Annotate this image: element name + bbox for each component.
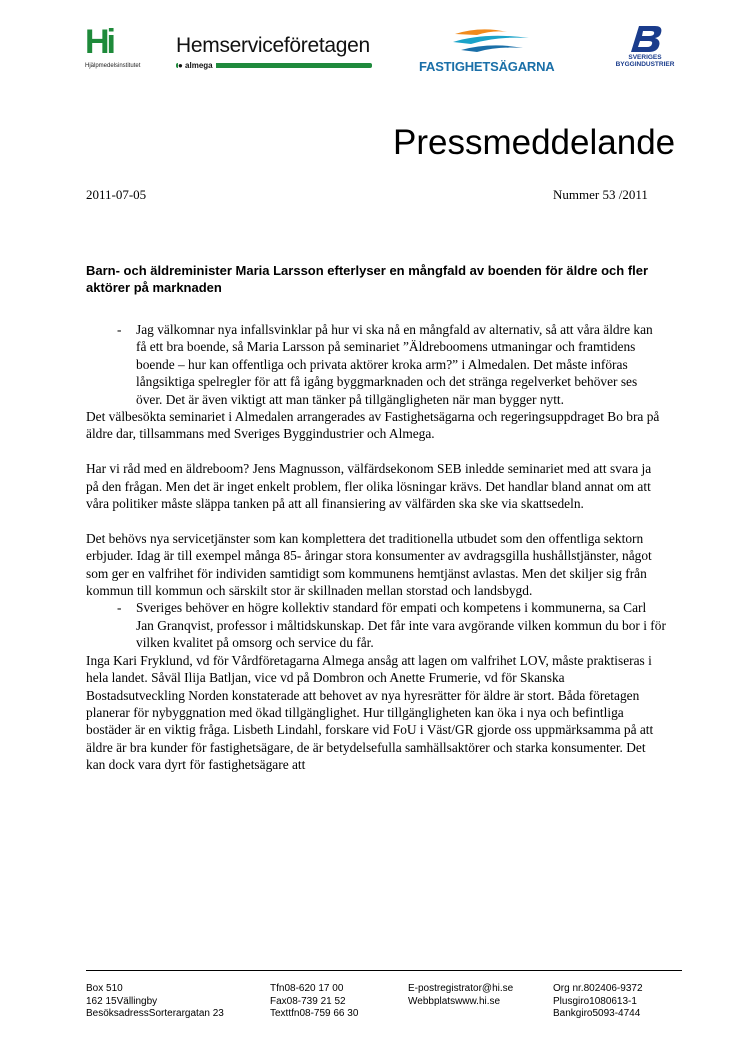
- footer-line: Org nr.802406-9372: [553, 983, 643, 994]
- footer-line: Webbplatswww.hi.se: [408, 995, 501, 1007]
- footer-line: 162 15Vällingby: [86, 995, 158, 1007]
- bullet-item: [86, 321, 666, 408]
- document-date: 2011-07-05: [86, 187, 147, 202]
- hi-logo-caption: Hjälpmedelsinstitutet: [85, 63, 141, 69]
- paragraph: Har vi råd med en äldreboom? Jens Magnusson, välfärdsekonom SEB inledde seminariet med att svara ja på den frågan. Men det är inget enkelt problem, fler olika lösningar krävs. Det handlar bland annat om att våra politiker måste släppa tanken på att all finansiering av välfärden ska ske via skattsedeln.: [86, 461, 652, 512]
- footer-line: E-postregistrator@hi.se: [408, 983, 514, 994]
- footer-bank: [553, 983, 643, 1021]
- footer-line: Plusgiro1080613-1: [553, 995, 637, 1007]
- byggindustrier-logo-line2: BYGGINDUSTRIER: [615, 61, 675, 68]
- body-text: [86, 321, 666, 774]
- bullet-item: [86, 599, 666, 651]
- hi-logo-mark: Hi: [85, 23, 113, 61]
- document-number: Nummer 53 /2011: [553, 187, 648, 202]
- fastighetsagarna-logo-name: FASTIGHETSÄGARNA: [419, 59, 555, 74]
- bullet-dash: -: [117, 600, 122, 616]
- footer-address: [86, 983, 224, 1021]
- footer-line: BesöksadressSorterargatan 23: [86, 1008, 224, 1019]
- hemservice-logo-name: Hemserviceföretagen: [176, 34, 370, 57]
- headline: Barn- och äldreminister Maria Larsson efterlyser en mångfald av boenden för äldre och fler aktörer på marknaden: [86, 263, 649, 295]
- byggindustrier-b-icon: [625, 24, 665, 54]
- footer-line: Tfn08-620 17 00: [270, 983, 344, 994]
- footer-phone: [270, 983, 358, 1021]
- footer-divider: [86, 970, 682, 971]
- footer-line: Texttfn08-759 66 30: [270, 1008, 359, 1019]
- hemservice-logo-sub: ● almega: [178, 61, 216, 70]
- paragraph: Det välbesökta seminariet i Almedalen arrangerades av Fastighetsägarna och regeringsuppdraget Bo bra på äldre dar, tillsammans med Sveriges Byggindustrier och Almega.: [86, 409, 660, 442]
- footer-line: Box 510: [86, 983, 123, 994]
- hemservice-logo: [176, 34, 376, 76]
- byggindustrier-logo-line1: SVERIGES: [628, 54, 662, 61]
- fastighetsagarna-logo: [415, 26, 567, 76]
- bullet-dash: -: [117, 322, 122, 337]
- footer-contact: [408, 983, 513, 1008]
- hi-logo: [85, 24, 175, 74]
- bullet-text: Sveriges behöver en högre kollektiv standard för empati och kompetens i kommunerna, sa Carl Jan Granqvist, professor i måltidskunskap. Det får inte vara avgörande vilken kommun du bor i för vilken kvalitet på omsorg och service du får.: [136, 600, 666, 651]
- paragraph: Inga Kari Fryklund, vd för Vårdföretagarna Almega ansåg att lagen om valfrihet LOV, måste praktiseras i hela landet. Såväl Ilija Batljan, vice vd på Dombron och Anette Frumerie, vd för Skanska Bostadsutveckling Norden konstaterade att behovet av nya hyresrätter för äldre är stort. Båda företagen planerar för nybyggnation med ökad tillgänglighet. Hur tillgängligheten kan öka i nya och befintliga bostäder är en viktig fråga. Lisbeth Lindahl, forskare vid FoU i Väst/GR gjorde oss uppmärksamma på att äldre är bra kunder för fastighetsägare, de är betydelsefulla samhällsaktörer och starka konsumenter. Det kan dock vara dyrt för fastighetsägare att: [86, 652, 654, 773]
- fastighetsagarna-waves-icon: [451, 26, 531, 56]
- footer-line: Fax08-739 21 52: [270, 995, 346, 1007]
- bullet-text: Jag välkomnar nya infallsvinklar på hur vi ska nå en mångfald av alternativ, så att våra äldre kan få ett bra boende, så Maria Larsson på seminariet ”Äldreboomens utmaningar och framtidens boende – hur kan offentliga och privata aktörer kroka arm?” i Almedalen. Det måste införas långsiktiga spelregler för att få igång byggmarknaden och det stränga regelverket behöver ses över. Det är även viktigt att man tänker på tillgängligheten när man bygger nytt.: [136, 322, 653, 407]
- page-title: Pressmeddelande: [393, 123, 676, 162]
- paragraph: Det behövs nya servicetjänster som kan komplettera det traditionella utbudet som den offentliga sektorn erbjuder. Idag är till exempel många 85- åringar stora konsumenter av avdragsgilla hushållstjänster, något som ger en valfrihet för individen samtidigt som kommunens hemtjänst avlastas. Men det skiljer sig från kommun till kommun och särskilt stor är skillnaden mellan storstad och landsbygd.: [86, 530, 652, 599]
- footer-line: Bankgiro5093-4744: [553, 1008, 641, 1019]
- byggindustrier-logo: [605, 24, 685, 78]
